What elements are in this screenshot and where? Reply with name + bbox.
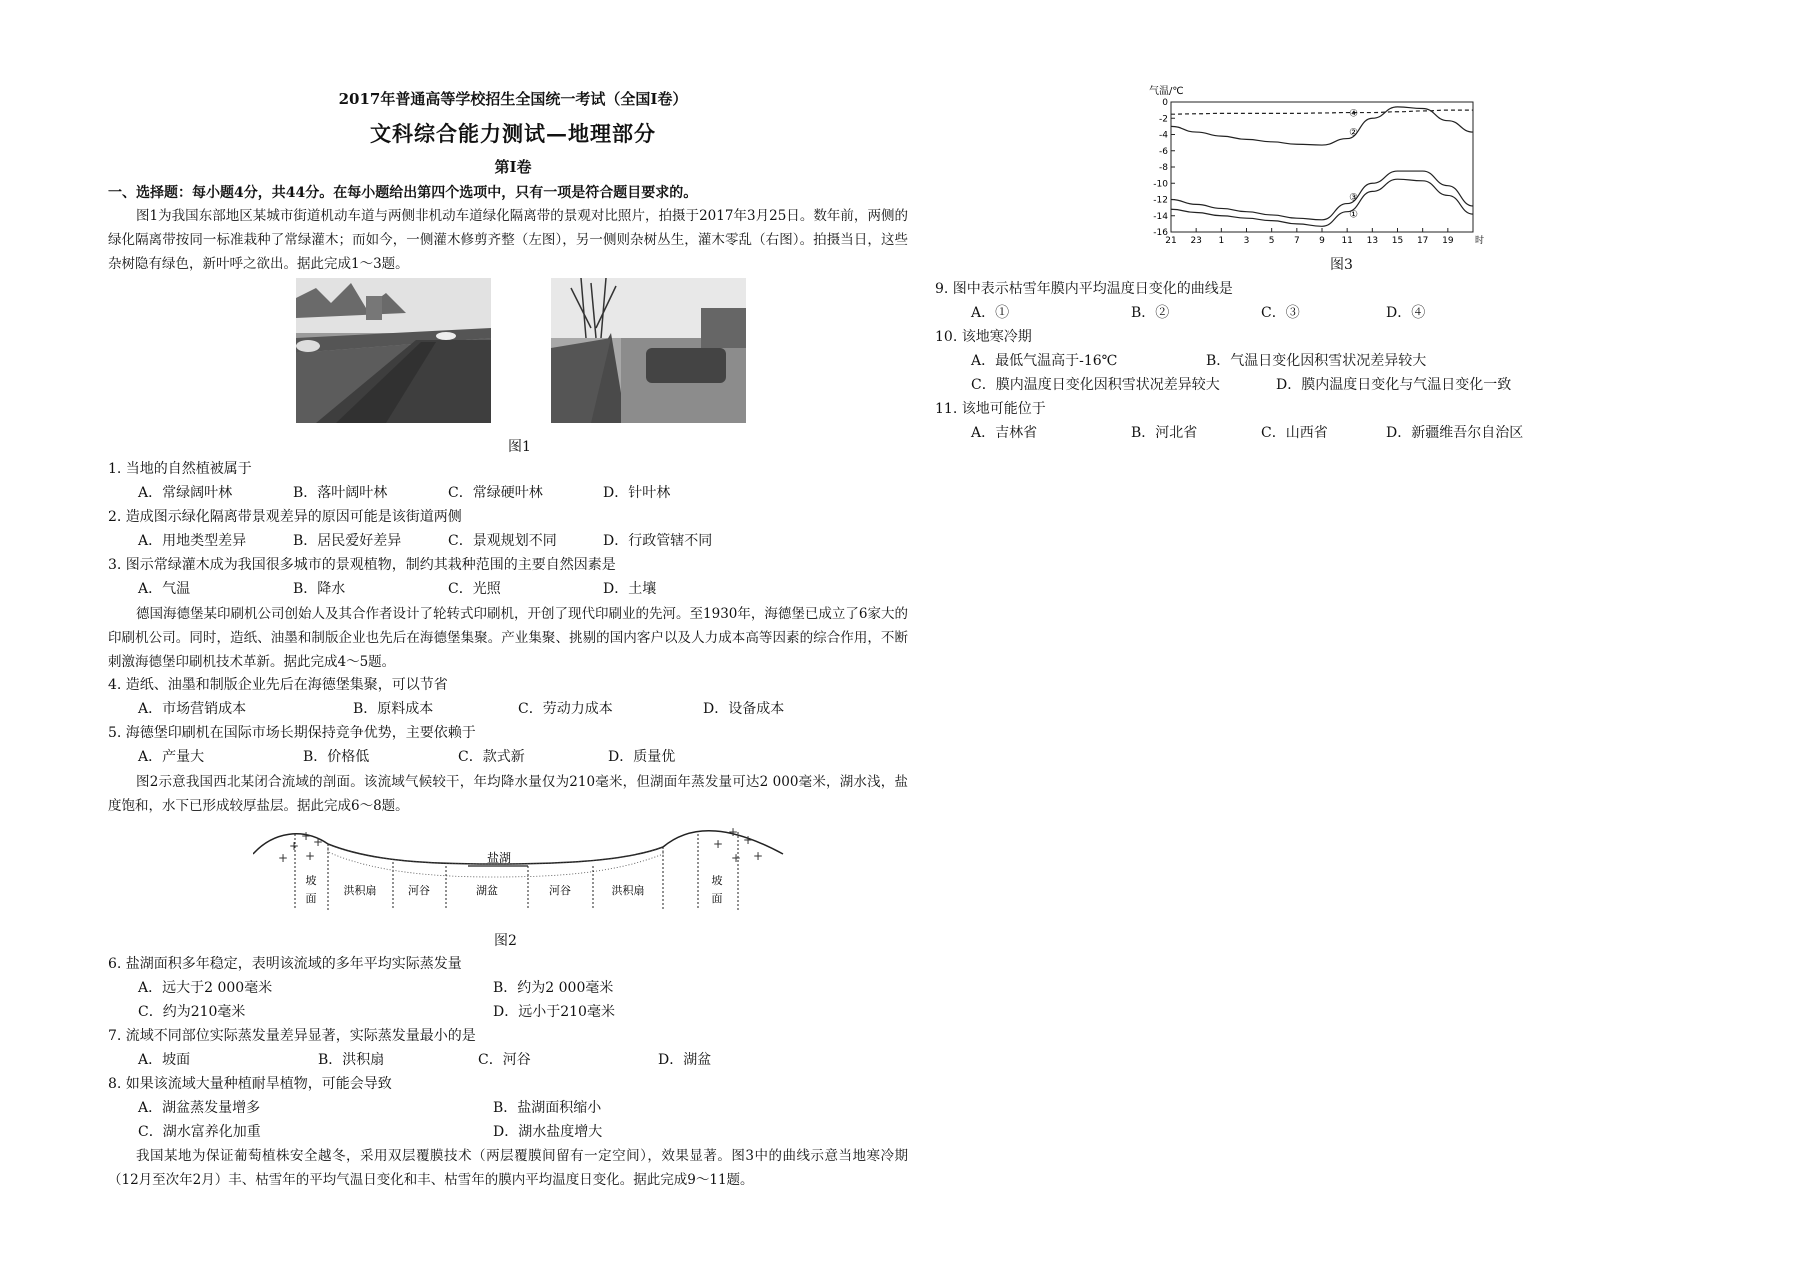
exam-title: 2017年普通高等学校招生全国统一考试（全国Ⅰ卷）: [338, 90, 688, 108]
passage-2: 德国海德堡某印刷机公司创始人及其合作者设计了轮转式印刷机，开创了现代印刷业的先河。至1930年，海德堡已成立了6家大的印刷机公司。同时，造纸、油墨和制版企业也先后在海德堡集聚。产业集聚、挑剔的国内客户以及人力成本高等因素的综合作用，不断刺激海德堡印刷机技术革新。据此完成4～5题。: [108, 606, 908, 670]
question-6-stem: 6. 盐湖面积多年稳定，表明该流域的多年平均实际蒸发量: [108, 956, 462, 972]
figure-3-chart: [1145, 84, 1485, 252]
y-tick-label: -6: [1159, 146, 1168, 157]
x-tick-label: 3: [1243, 236, 1250, 246]
q4-option-d[interactable]: D．设备成本: [703, 701, 785, 717]
q6-option-a[interactable]: A．远大于2 000毫米: [138, 980, 273, 996]
q2-option-c[interactable]: C．景观规划不同: [448, 533, 557, 549]
q7-option-d[interactable]: D．湖盆: [658, 1052, 712, 1068]
svg-text:+: +: [301, 829, 312, 843]
y-tick-label: -10: [1153, 179, 1168, 190]
q1-option-b[interactable]: B．落叶阔叶林: [293, 485, 388, 501]
q2-option-d[interactable]: D．行政管辖不同: [603, 533, 713, 549]
q9-option-a[interactable]: A．①: [971, 305, 1010, 321]
fig2-left-slope-char2: 面: [305, 892, 317, 905]
question-4-stem: 4. 造纸、油墨和制版企业先后在海德堡集聚，可以节省: [108, 677, 448, 693]
fig2-right-slope-char1: 坡: [711, 874, 723, 887]
question-5-stem: 5. 海德堡印刷机在国际市场长期保持竞争优势，主要依赖于: [108, 725, 476, 741]
chart-series: [1171, 107, 1473, 226]
svg-text:+: +: [753, 849, 764, 863]
q7-option-a[interactable]: A．坡面: [138, 1052, 191, 1068]
figure-3-caption: 图3: [1330, 257, 1353, 273]
series-label-3: ③: [1349, 192, 1359, 204]
y-tick-label: -16: [1153, 228, 1168, 238]
q8-option-d[interactable]: D．湖水盐度增大: [493, 1124, 603, 1140]
svg-text:+: +: [313, 835, 324, 849]
svg-text:+: +: [731, 851, 742, 865]
q11-option-d[interactable]: D．新疆维吾尔自治区: [1386, 425, 1524, 441]
chart-x-axis-unit: 时: [1475, 236, 1485, 246]
question-1-stem: 1. 当地的自然植被属于: [108, 461, 252, 477]
photo-left-trimmed-hedge: [296, 278, 491, 423]
fig2-right-alluvial-fan: 洪积扇: [611, 884, 645, 897]
chart-y-ticks: [1153, 98, 1175, 238]
q11-option-a[interactable]: A．吉林省: [971, 425, 1038, 441]
chart-plot-frame: [1171, 102, 1473, 232]
figure-1-caption: 图1: [508, 439, 531, 455]
question-11-stem: 11. 该地可能位于: [935, 401, 1046, 417]
x-tick-label: 7: [1293, 236, 1300, 246]
part-title: 第Ⅰ卷: [494, 158, 532, 176]
svg-text:+: +: [289, 839, 300, 853]
fig2-left-valley: 河谷: [408, 884, 430, 897]
chart-x-ticks: [1165, 228, 1484, 246]
fig2-salt-lake-label: 盐湖: [486, 851, 512, 865]
q8-option-a[interactable]: A．湖盆蒸发量增多: [138, 1100, 261, 1116]
q8-option-c[interactable]: C．湖水富养化加重: [138, 1124, 261, 1140]
q2-option-b[interactable]: B．居民爱好差异: [293, 533, 402, 549]
q9-option-d[interactable]: D．④: [1386, 305, 1426, 321]
question-9-stem: 9. 图中表示枯雪年膜内平均温度日变化的曲线是: [935, 281, 1233, 297]
figure-2-cross-section: [253, 822, 803, 914]
svg-text:+: +: [278, 851, 289, 865]
chart-axes: [1171, 102, 1473, 232]
q3-option-a[interactable]: A．气温: [138, 581, 191, 597]
question-10-stem: 10. 该地寒冷期: [935, 329, 1032, 345]
y-tick-label: -4: [1159, 130, 1168, 141]
fig2-right-valley: 河谷: [549, 884, 571, 897]
q5-option-d[interactable]: D．质量优: [608, 749, 676, 765]
x-tick-label: 1: [1218, 236, 1225, 246]
svg-text:+: +: [305, 849, 316, 863]
subject-title: 文科综合能力测试—地理部分: [370, 121, 656, 146]
q1-option-a[interactable]: A．常绿阔叶林: [138, 485, 233, 501]
q1-option-c[interactable]: C．常绿硬叶林: [448, 485, 543, 501]
x-tick-label: 13: [1366, 236, 1379, 246]
x-tick-label: 19: [1442, 236, 1454, 246]
q7-option-c[interactable]: C．河谷: [478, 1052, 531, 1068]
q1-option-d[interactable]: D．针叶林: [603, 485, 671, 501]
q9-option-b[interactable]: B．②: [1131, 305, 1170, 321]
x-tick-label: 21: [1165, 236, 1177, 246]
x-tick-label: 5: [1268, 236, 1275, 246]
q4-option-b[interactable]: B．原料成本: [353, 701, 434, 717]
passage-3: 图2示意我国西北某闭合流域的剖面。该流域气候较干，年均降水量仅为210毫米，但湖面年蒸发量可达2 000毫米，湖水浅，盐度饱和，水下已形成较厚盐层。据此完成6～8题。: [108, 774, 908, 814]
question-8-stem: 8. 如果该流域大量种植耐旱植物，可能会导致: [108, 1076, 392, 1092]
q10-option-c[interactable]: C．膜内温度日变化因积雪状况差异较大: [971, 377, 1220, 393]
series-line-2: [1171, 107, 1473, 145]
series-label-2: ②: [1349, 127, 1359, 139]
passage-1: 图1为我国东部地区某城市街道机动车道与两侧非机动车道绿化隔离带的景观对比照片，拍摄于2017年3月25日。数年前，两侧的绿化隔离带按同一标准栽种了常绿灌木；而如今，一侧灌木修剪齐整（左图），另一侧则杂树丛生，灌木零乱（右图）。拍摄当日，这些杂树隐有绿色，新叶呼之欲出。据此完成1～3题。: [108, 208, 908, 272]
question-2-stem: 2. 造成图示绿化隔离带景观差异的原因可能是该街道两侧: [108, 509, 462, 525]
fig2-left-slope-char1: 坡: [305, 874, 317, 887]
q10-option-a[interactable]: A．最低气温高于-16℃: [971, 353, 1118, 369]
fig2-lake-basin: 湖盆: [476, 884, 498, 897]
series-line-3: [1171, 171, 1473, 220]
section-title: 一、选择题：每小题4分，共44分。在每小题给出第四个选项中，只有一项是符合题目要求的。: [108, 185, 698, 201]
q6-option-b[interactable]: B．约为2 000毫米: [493, 980, 614, 996]
q11-option-b[interactable]: B．河北省: [1131, 425, 1198, 441]
q6-option-c[interactable]: C．约为210毫米: [138, 1004, 246, 1020]
chart-y-axis-label: 气温/℃: [1149, 86, 1184, 97]
x-tick-label: 23: [1190, 236, 1202, 246]
q11-option-c[interactable]: C．山西省: [1261, 425, 1328, 441]
q5-option-a[interactable]: A．产量大: [138, 749, 205, 765]
q5-option-b[interactable]: B．价格低: [303, 749, 370, 765]
q3-option-c[interactable]: C．光照: [448, 581, 501, 597]
q10-option-b[interactable]: B．气温日变化因积雪状况差异较大: [1206, 353, 1427, 369]
q5-option-c[interactable]: C．款式新: [458, 749, 525, 765]
y-tick-label: -2: [1159, 114, 1168, 125]
q9-option-c[interactable]: C．③: [1261, 305, 1300, 321]
series-label-4: ④: [1349, 108, 1359, 120]
y-tick-label: -8: [1159, 163, 1168, 173]
q4-option-c[interactable]: C．劳动力成本: [518, 701, 613, 717]
x-tick-label: 15: [1391, 236, 1404, 246]
question-3-stem: 3. 图示常绿灌木成为我国很多城市的景观植物，制约其栽种范围的主要自然因素是: [108, 557, 616, 573]
q3-option-d[interactable]: D．土壤: [603, 581, 657, 597]
photo-right-messy-shrubs: [551, 278, 746, 423]
y-tick-label: -12: [1153, 195, 1168, 206]
x-tick-label: 11: [1341, 236, 1353, 246]
x-tick-label: 9: [1319, 236, 1325, 246]
question-7-stem: 7. 流域不同部位实际蒸发量差异显著，实际蒸发量最小的是: [108, 1028, 476, 1044]
x-tick-label: 17: [1416, 236, 1429, 246]
q7-option-b[interactable]: B．洪积扇: [318, 1052, 385, 1068]
y-tick-label: -14: [1153, 211, 1168, 222]
svg-text:+: +: [743, 833, 754, 847]
series-label-1: ①: [1349, 209, 1359, 221]
passage-4: 我国某地为保证葡萄植株安全越冬，采用双层覆膜技术（两层覆膜间留有一定空间），效果显著。图3中的曲线示意当地寒冷期（12月至次年2月）丰、枯雪年的平均气温日变化和丰、枯雪年的膜内平均温度日变化。据此完成9～11题。: [108, 1148, 908, 1188]
q6-option-d[interactable]: D．远小于210毫米: [493, 1004, 615, 1020]
y-tick-label: 0: [1162, 98, 1168, 108]
figure-2-caption: 图2: [494, 933, 517, 949]
q3-option-b[interactable]: B．降水: [293, 581, 346, 597]
svg-text:+: +: [713, 837, 724, 851]
series-line-4: [1171, 110, 1473, 114]
q8-option-b[interactable]: B．盐湖面积缩小: [493, 1100, 602, 1116]
fig2-right-slope-char2: 面: [711, 892, 723, 905]
q10-option-d[interactable]: D．膜内温度日变化与气温日变化一致: [1276, 377, 1512, 393]
q2-option-a[interactable]: A．用地类型差异: [138, 533, 247, 549]
q4-option-a[interactable]: A．市场营销成本: [138, 701, 247, 717]
svg-text:+: +: [728, 825, 739, 839]
fig2-left-alluvial-fan: 洪积扇: [343, 884, 377, 897]
